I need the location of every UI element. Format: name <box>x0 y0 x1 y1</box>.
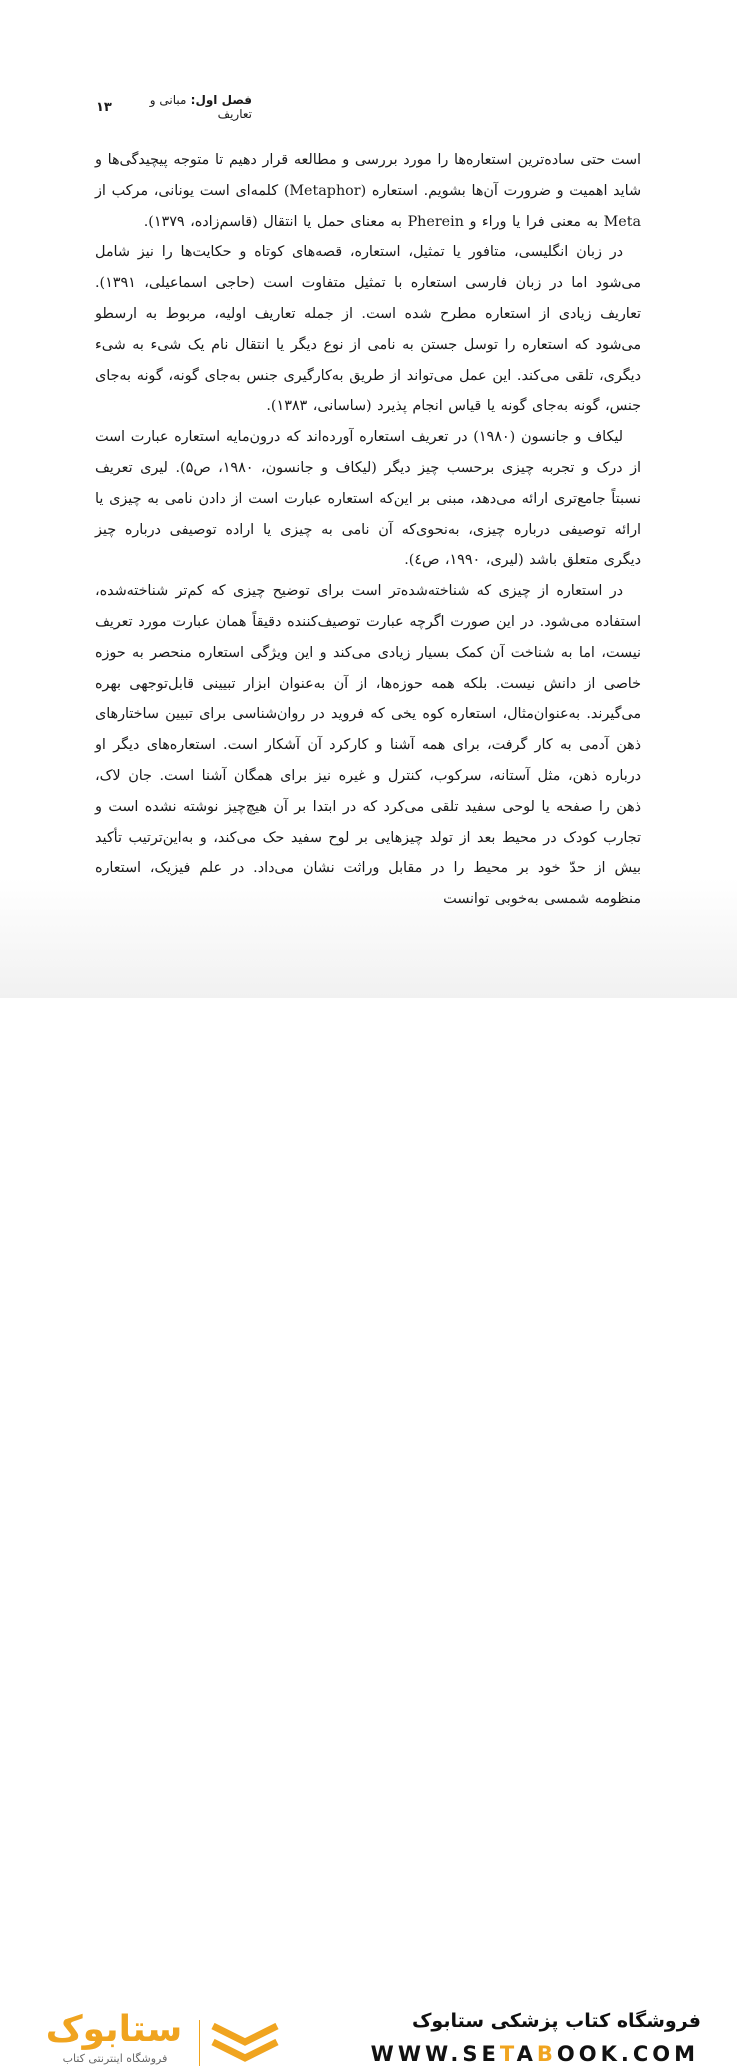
url-prefix: WWW.SE <box>370 2042 500 2066</box>
paragraph: در زبان انگلیسی، متافور یا تمثیل، استعاره، قصه‌های کوتاه و حکایت‌ها را نیز شامل می‌شود اما در زبان فارسی استعاره با تمثیل متفاوت است (حاجی اسماعیلی، ۱۳۹۱). تعاریف زیادی از استعاره مطرح شده است. از جمله تعاریف اولیه، مربوط به ارسطو می‌شود که استعاره را توسل جستن به نامی از نوع دیگر یا انتقال نام یک شیء به شیء دیگری، تلقی می‌کند. این عمل می‌تواند از طریق به‌کارگیری جنس به‌جای گونه، گونه به‌جای جنس، گونه به‌جای گونه یا قیاس انجام پذیرد (ساسانی، ۱۳۸۳). <box>95 244 641 415</box>
url-suffix: OOK.COM <box>556 2042 699 2066</box>
logo-divider <box>199 2020 200 2066</box>
url-highlight: T <box>499 2042 517 2066</box>
url-highlight: B <box>536 2042 557 2066</box>
chapter-label: فصل اول: <box>190 93 252 107</box>
url-middle: A <box>516 2042 537 2066</box>
store-url <box>359 2042 699 2070</box>
book-page <box>0 0 737 998</box>
paragraph: لیکاف و جانسون (۱۹۸۰) در تعریف استعاره آورده‌اند که درون‌مایه استعاره عبارت است از درک و تجربه چیزی برحسب چیز دیگر (لیکاف و جانسون، ۱۹۸۰، ص۵). لیری تعریف نسبتاً جامع‌تری ارائه می‌دهد، مبنی بر این‌که استعاره عبارت است از دادن نامی به چیزی یا ارائه توصیفی درباره چیزی، به‌نحوی‌که آن نامی به چیزی یا اراده توصیفی درباره چیز دیگری متعلق باشد (لیری، ۱۹۹۰، ص٤). <box>95 429 641 569</box>
page-header <box>96 93 252 121</box>
footer-banner <box>0 998 737 2066</box>
page-number: ۱۳ <box>96 99 112 115</box>
logo-tagline: فروشگاه اینترنتی کتاب <box>62 2052 168 2065</box>
chevron-logo-icon <box>205 2020 285 2068</box>
store-name: فروشگاه کتاب پزشکی ستابوک <box>411 2010 701 2032</box>
paragraph: است حتی ساده‌ترین استعاره‌ها را مورد بررسی و مطالعه قرار دهیم تا متوجه پیچیدگی‌ها و شاید اهمیت و ضرورت آن‌ها بشویم. استعاره (Metaphor) کلمه‌ای است یونانی، مرکب از Meta به معنی فرا یا وراء و Pherein به معنای حمل یا انتقال (قاسم‌زاده، ۱۳۷۹). <box>95 152 641 230</box>
chapter-title: مبانی و تعاریف <box>149 93 252 121</box>
chapter-heading <box>112 93 252 121</box>
body-text <box>95 145 641 915</box>
paragraph: در استعاره از چیزی که شناخته‌شده‌تر است برای توضیح چیزی که کم‌تر شناخته‌شده، استفاده می‌شود. در این صورت اگرچه عبارت توصیف‌کننده دقیقاً همان عبارت مورد تعریف نیست، اما به شناخت آن کمک بسیار زیادی می‌کند و این ویژگی استعاره منحصر به حوزه خاصی از دانش نیست. بلکه همه حوزه‌ها، از آن به‌عنوان ابزار تبیینی قابل‌توجهی بهره می‌گیرند. به‌عنوان‌مثال، استعاره کوه یخی که فروید در روان‌شناسی برای تبیین ساختارهای ذهن آدمی به کار گرفت، برای همه آشنا و کارکرد آن آشکار است. استعاره‌های دیگر او درباره ذهن، مثل آستانه، سرکوب، کنترل و غیره نیز برای همگان آشنا است. جان لاک، ذهن را صفحه یا لوحی سفید تلقی می‌کرد که در ابتدا بر آن هیچ‌چیز نوشته نشده است و تجارب کودک در محیط بعد از تولد چیزهایی بر لوح سفید حک می‌کند، و به‌این‌ترتیب تأکید بیش از حدّ خود بر محیط را در مقابل وراثت نشان می‌داد. در علم فیزیک، استعاره منظومه شمسی به‌خوبی توانست <box>95 583 641 908</box>
logo-wordmark: ستابوک <box>45 2009 183 2050</box>
